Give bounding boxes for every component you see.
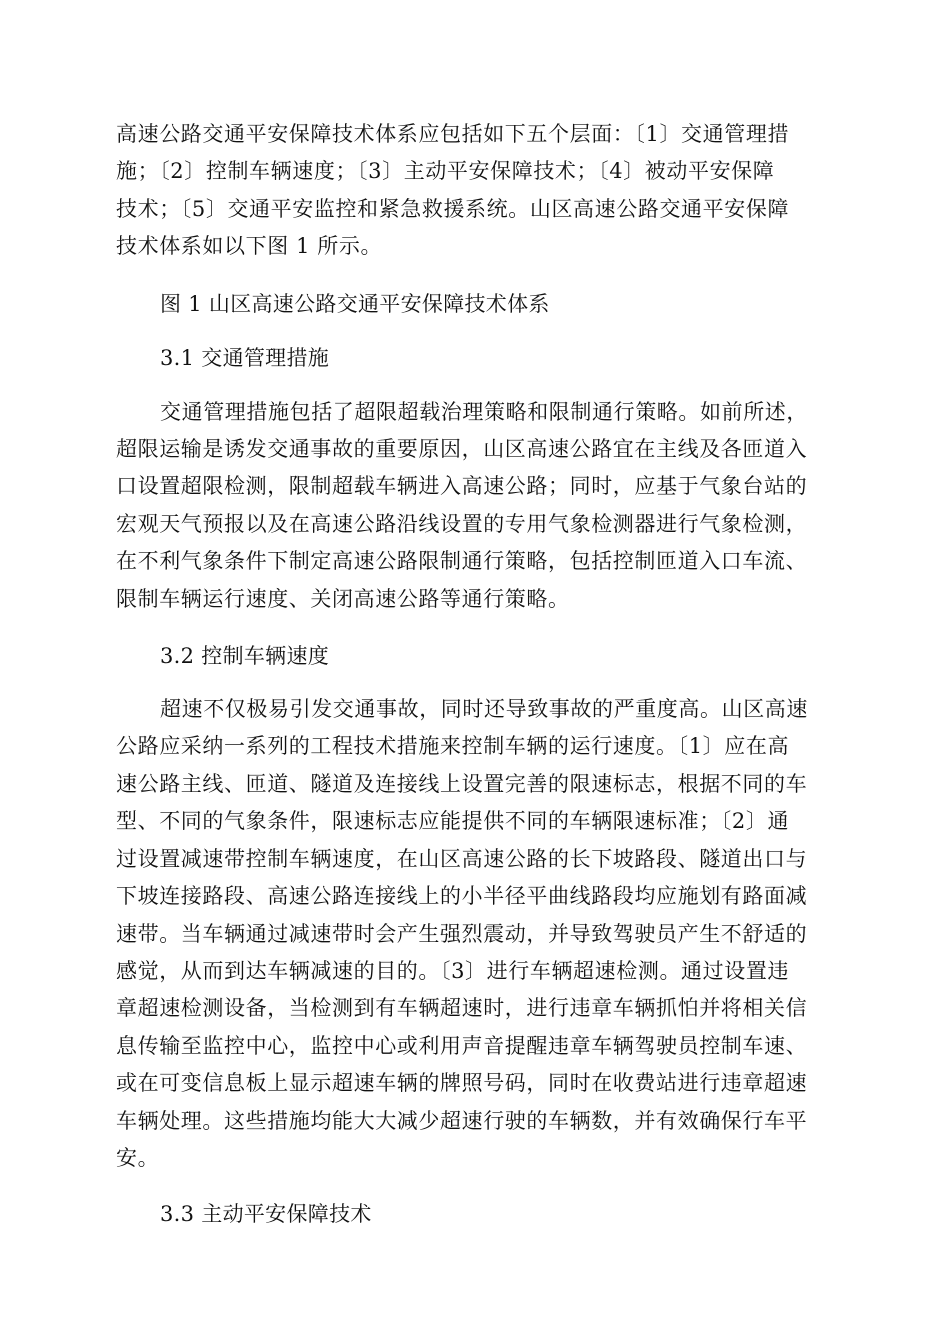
text-line: 公路应采纳一系列的工程技术措施来控制车辆的运行速度。〔1〕应在高 [116,734,790,758]
text-line: 感觉，从而到达车辆减速的目的。〔3〕进行车辆超速检测。通过设置违 [116,959,790,983]
text-line: 超速不仅极易引发交通事故，同时还导致事故的严重度高。山区高速 [160,697,808,721]
text-line: 口设置超限检测，限制超载车辆进入高速公路；同时，应基于气象台站的 [116,474,808,498]
text-line: 过设置减速带控制车辆速度，在山区高速公路的长下坡路段、隧道出口与 [116,847,808,871]
text-line: 安。 [116,1146,160,1170]
text-line: 技术体系如以下图 1 所示。 [116,234,383,258]
text-line: 高速公路交通平安保障技术体系应包括如下五个层面：〔1〕交通管理措 [116,122,790,146]
text-line: 宏观天气预报以及在高速公路沿线设置的专用气象检测器进行气象检测， [116,512,808,536]
text-line: 车辆处理。这些措施均能大大减少超速行驶的车辆数，并有效确保行车平 [116,1109,808,1133]
section-heading-3-3: 3.3 主动平安保障技术 [160,1202,372,1226]
text-line: 型、不同的气象条件，限速标志应能提供不同的车辆限速标准；〔2〕通 [116,809,790,833]
text-line: 技术；〔5〕交通平安监控和紧急救援系统。山区高速公路交通平安保障 [116,197,790,221]
text-line: 速公路主线、匝道、隧道及连接线上设置完善的限速标志，根据不同的车 [116,772,808,796]
text-line: 章超速检测设备，当检测到有车辆超速时，进行违章车辆抓怕并将相关信 [116,996,808,1020]
text-line: 下坡连接路段、高速公路连接线上的小半径平曲线路段均应施划有路面减 [116,884,808,908]
text-line: 在不利气象条件下制定高速公路限制通行策略，包括控制匝道入口车流、 [116,549,808,573]
section-heading-3-1: 3.1 交通管理措施 [160,346,330,370]
text-line: 息传输至监控中心，监控中心或利用声音提醒违章车辆驾驶员控制车速、 [116,1034,808,1058]
figure-caption: 图 1 山区高速公路交通平安保障技术体系 [160,292,550,316]
text-line: 交通管理措施包括了超限超载治理策略和限制通行策略。如前所述， [160,400,808,424]
text-line: 速带。当车辆通过减速带时会产生强烈震动，并导致驾驶员产生不舒适的 [116,922,808,946]
text-line: 施；〔2〕控制车辆速度；〔3〕主动平安保障技术；〔4〕被动平安保障 [116,159,775,183]
section-heading-3-2: 3.2 控制车辆速度 [160,644,330,668]
text-line: 限制车辆运行速度、关闭高速公路等通行策略。 [116,587,570,611]
text-line: 或在可变信息板上显示超速车辆的牌照号码，同时在收费站进行违章超速 [116,1071,808,1095]
text-line: 超限运输是诱发交通事故的重要原因，山区高速公路宜在主线及各匝道入 [116,437,808,461]
